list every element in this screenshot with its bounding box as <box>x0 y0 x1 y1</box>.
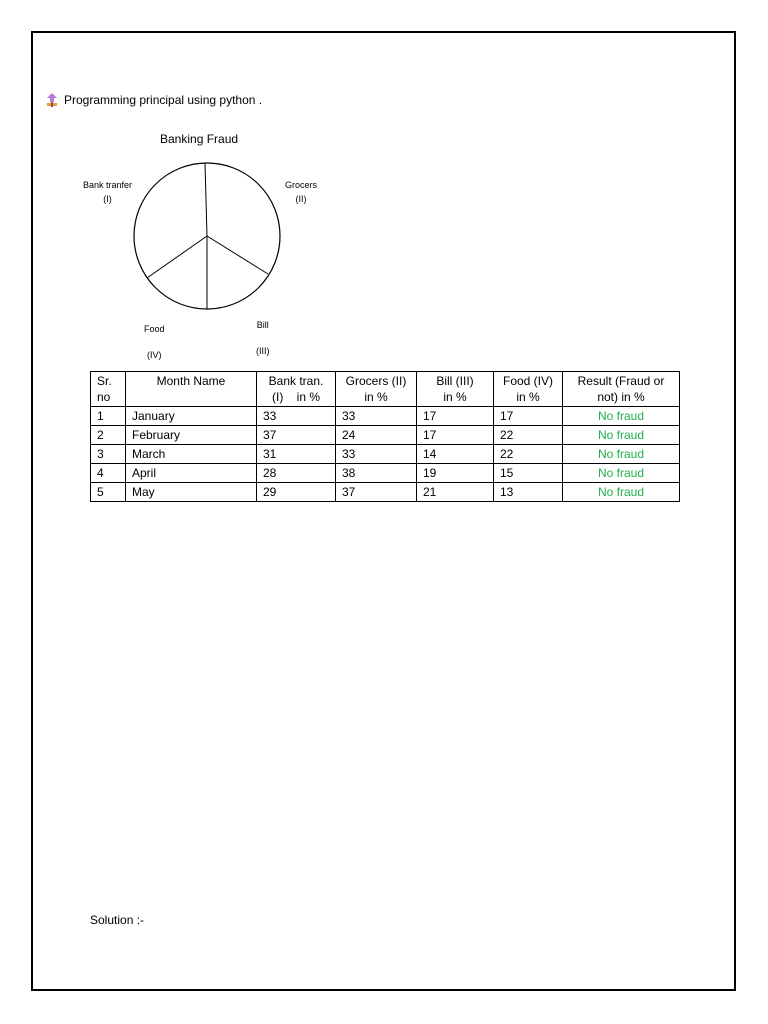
cell-month: March <box>126 445 257 464</box>
pie-svg <box>80 128 340 358</box>
header-bill-line1: Bill (III) <box>436 374 474 388</box>
cell-bank-transfer: 28 <box>257 464 336 483</box>
header-bill <box>417 372 494 407</box>
header-bank-transfer-line1: Bank tran. <box>268 374 324 388</box>
slice-label-food <box>144 316 165 368</box>
cell-food: 22 <box>494 426 563 445</box>
slice-label-bank-transfer <box>83 178 132 206</box>
heading-line <box>46 93 262 107</box>
cell-result: No fraud <box>563 464 680 483</box>
slice-bank-transfer-name: Bank tranfer <box>83 180 133 190</box>
pie-divider-left <box>147 236 207 278</box>
cell-result: No fraud <box>563 426 680 445</box>
header-sr-no-line1: Sr. <box>97 374 112 388</box>
table-row <box>91 407 680 426</box>
heading-text: Programming principal using python . <box>64 93 263 107</box>
header-month-name-line1: Month Name <box>156 374 226 388</box>
slice-label-bill <box>256 312 270 364</box>
slice-food-name: Food <box>144 324 165 334</box>
header-bank-transfer-line2: (I) in % <box>271 390 320 404</box>
cell-bill: 19 <box>417 464 494 483</box>
cell-food: 15 <box>494 464 563 483</box>
cell-month: April <box>126 464 257 483</box>
cell-month: May <box>126 483 257 502</box>
cell-result: No fraud <box>563 483 680 502</box>
cell-bank-transfer: 31 <box>257 445 336 464</box>
cell-bank-transfer: 33 <box>257 407 336 426</box>
header-result-line1: Result (Fraud or <box>577 374 665 388</box>
cell-sr-no: 5 <box>91 483 126 502</box>
header-bank-transfer <box>257 372 336 407</box>
pie-divider-top <box>205 163 207 236</box>
slice-bank-transfer-sub: (I) <box>103 194 112 204</box>
table-row <box>91 445 680 464</box>
header-grocers-line2: in % <box>364 390 388 404</box>
pie-divider-right <box>207 236 268 274</box>
cell-grocers: 37 <box>336 483 417 502</box>
slice-bill-name: Bill <box>256 320 269 330</box>
header-grocers <box>336 372 417 407</box>
cell-bill: 21 <box>417 483 494 502</box>
cell-bank-transfer: 29 <box>257 483 336 502</box>
cell-food: 13 <box>494 483 563 502</box>
cell-sr-no: 4 <box>91 464 126 483</box>
header-month-name <box>126 372 257 407</box>
cell-grocers: 38 <box>336 464 417 483</box>
slice-bill-sub: (III) <box>256 346 270 356</box>
header-result <box>563 372 680 407</box>
pie-chart <box>80 128 340 358</box>
cell-bill: 17 <box>417 426 494 445</box>
cell-grocers: 33 <box>336 445 417 464</box>
slice-food-sub: (IV) <box>147 350 162 360</box>
table-row <box>91 464 680 483</box>
solution-label: Solution :- <box>90 913 145 927</box>
cell-result: No fraud <box>563 445 680 464</box>
header-food-line1: Food (IV) <box>502 374 553 388</box>
header-sr-no-line2: no <box>97 390 111 404</box>
chart-title: Banking Fraud <box>160 132 239 146</box>
cell-sr-no: 1 <box>91 407 126 426</box>
cell-food: 17 <box>494 407 563 426</box>
cell-month: January <box>126 407 257 426</box>
slice-label-grocers <box>285 178 317 206</box>
header-food <box>494 372 563 407</box>
cell-bank-transfer: 37 <box>257 426 336 445</box>
cell-month: February <box>126 426 257 445</box>
header-grocers-line1: Grocers (II) <box>345 374 407 388</box>
table-row <box>91 426 680 445</box>
cell-grocers: 33 <box>336 407 417 426</box>
cell-bill: 14 <box>417 445 494 464</box>
fraud-table <box>90 371 680 502</box>
header-bill-line2: in % <box>443 390 467 404</box>
cell-grocers: 24 <box>336 426 417 445</box>
cell-sr-no: 2 <box>91 426 126 445</box>
cell-food: 22 <box>494 445 563 464</box>
header-result-line2: not) in % <box>597 390 645 404</box>
slice-grocers-name: Grocers <box>285 180 318 190</box>
header-food-line2: in % <box>516 390 540 404</box>
bullet-arrow-icon <box>46 93 58 107</box>
header-sr-no <box>91 372 126 407</box>
table-row <box>91 483 680 502</box>
cell-result: No fraud <box>563 407 680 426</box>
slice-grocers-sub: (II) <box>295 194 307 204</box>
table-header-row <box>91 372 680 407</box>
cell-bill: 17 <box>417 407 494 426</box>
cell-sr-no: 3 <box>91 445 126 464</box>
